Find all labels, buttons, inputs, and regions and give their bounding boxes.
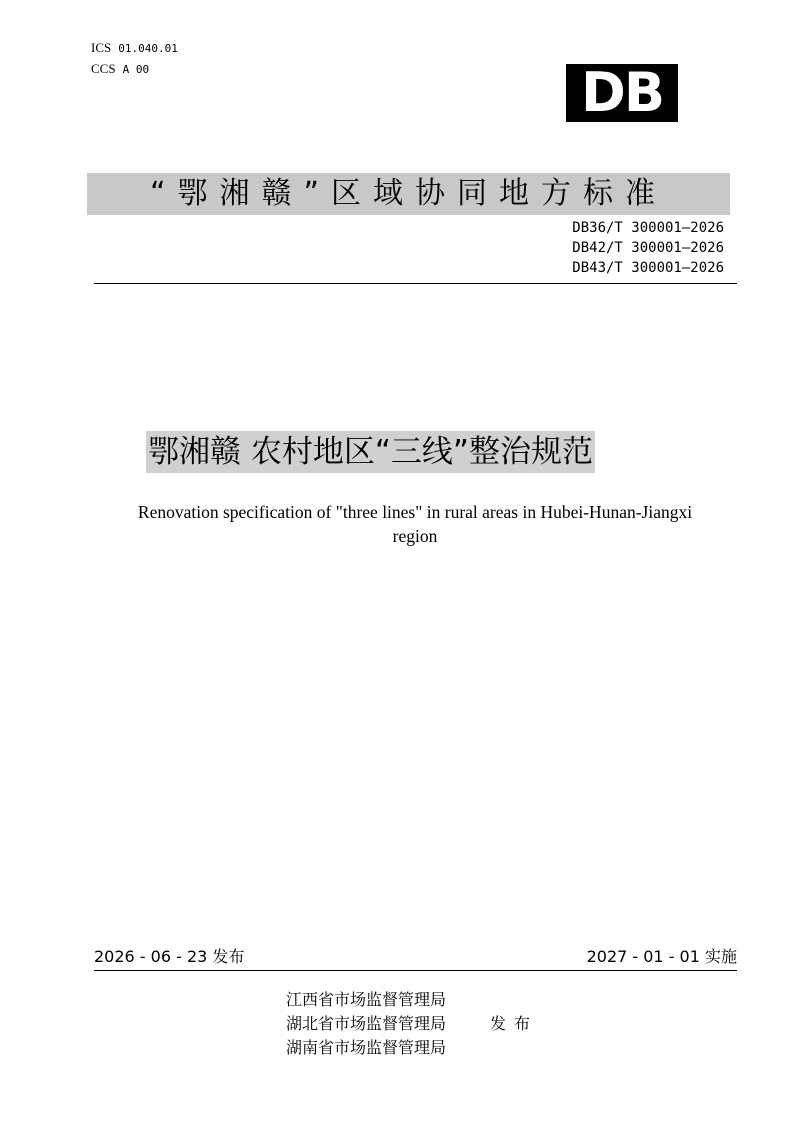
standard-type-banner xyxy=(87,173,730,215)
standard-number: DB36/T 300001—2026 xyxy=(572,220,724,236)
footer-divider xyxy=(94,970,737,971)
english-title-line: region xyxy=(392,526,438,546)
standard-type-text: “鄂湘赣”区域协同地方标准 xyxy=(149,176,668,211)
standard-numbers xyxy=(572,218,724,278)
db-logo xyxy=(566,61,678,124)
english-title-line: Renovation specification of "three lines" in rural areas in Hubei-Hunan-Jiangxi xyxy=(137,502,693,522)
publisher: 湖南省市场监督管理局 xyxy=(286,1038,447,1057)
ics-label: ICS xyxy=(91,40,112,55)
ccs-line xyxy=(91,59,178,80)
classification-codes xyxy=(91,38,178,80)
document-title: 鄂湘赣 农村地区“三线”整治规范 xyxy=(146,431,595,473)
publisher: 湖北省市场监督管理局 xyxy=(286,1014,447,1033)
implement-date: 2027 - 01 - 01 实施 xyxy=(586,947,737,966)
ccs-label: CCS xyxy=(91,61,116,76)
header-divider xyxy=(94,283,737,284)
publisher-list xyxy=(286,988,446,1060)
ics-line xyxy=(91,38,178,59)
english-title xyxy=(100,500,730,548)
publish-action: 发布 xyxy=(490,1014,539,1033)
standard-number: DB42/T 300001—2026 xyxy=(572,240,724,256)
publisher: 江西省市场监督管理局 xyxy=(286,990,447,1009)
ccs-value: A 00 xyxy=(122,63,150,76)
issue-date: 2026 - 06 - 23 发布 xyxy=(94,947,245,966)
ics-value: 01.040.01 xyxy=(118,42,178,55)
db-logo-text: DB xyxy=(581,61,663,124)
standard-number: DB43/T 300001—2026 xyxy=(572,260,724,276)
